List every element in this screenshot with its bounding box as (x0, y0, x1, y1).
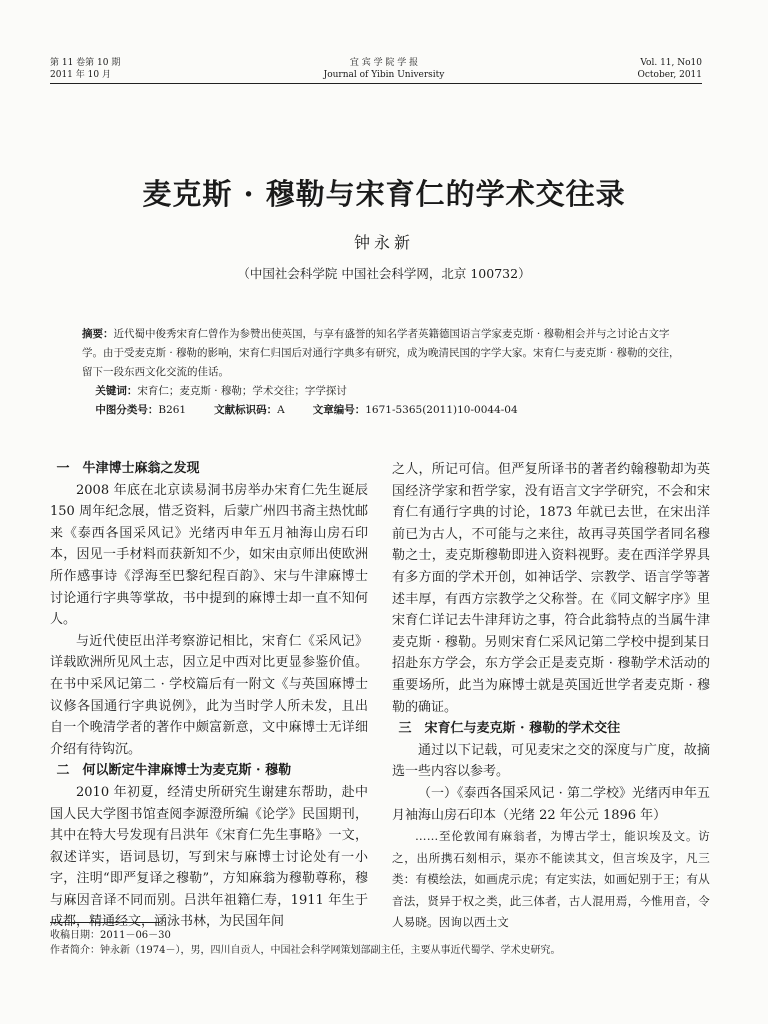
journal-name-cn: 宜 宾 学 院 学 报 (349, 58, 419, 68)
received-date (50, 928, 710, 943)
abstract-text: 近代蜀中俊秀宋育仁曾作为参赞出使英国，与享有盛誉的知名学者英籍德国语言学家麦克斯 · 穆勒相会并与之讨论古文字学。由于受麦克斯 · 穆勒的影响，宋育仁归国后对通行字典多有研究，成为晚清民国的字学大家。宋育仁与麦克斯 · 穆勒的交往，留下一段东西文化交流的佳话。 (82, 328, 680, 378)
section-3-quotation: ……至伦敦闻有麻翁者，为博古学士，能识埃及文。访之，出所携石刻相示，渠亦不能读其文，但言埃及字，凡三类：有模绘法，如画虎示虎；有定实法，如画妃别于王；有从音法，贤异于权之类，此三体者，古人混用焉，今惟用音，令人易晓。因询以西土文 (392, 829, 710, 930)
doc-code-label: 文献标识码： (214, 404, 278, 416)
section-2-paragraph-1: 2010 年初夏，经清史所研究生谢建东帮助，赴中国人民大学图书馆查阅李源澄所编《论学》民国期刊，其中在特大号发现有吕洪年《宋育仁先生事略》一文，叙述详实，语词恳切，写到宋与麻博士讨论处有一小字，注明“即严复译之穆勒”，方知麻翁为穆勒尊称，穆与麻因音译不同而别。吕洪年祖籍仁寿，1911 年生于成都，精通经文，涵泳书林，为民国年间 (50, 784, 368, 930)
footnote-rule (50, 922, 160, 923)
received-value: 2011－06－30 (100, 930, 171, 941)
section-1-paragraph-1: 2008 年底在北京读易洞书房举办宋育仁先生诞辰 150 周年纪念展，惜乏资料，后蒙广州四书斋主热忱邮来《泰西各国采风记》光绪丙申年五月袖海山房石印本，因见一手材料而获新知不少，如宋由京师出使欧洲所作感事诗《浮海至巴黎纪程百韵》、宋与牛津麻博士讨论通行字典等掌故，书中提到的麻博士却一直不知何人。 (50, 482, 368, 628)
body-column-left (50, 458, 368, 933)
section-1-title: 一 牛津博士麻翁之发现 (56, 461, 200, 476)
issue-volume: 第 11 卷第 10 期 (50, 58, 121, 68)
section-1-paragraph-2: 与近代使臣出洋考察游记相比，宋育仁《采风记》详载欧洲所见风土志，因立足中西对比更显参鉴价值。在书中采风记第二 · 学校篇后有一附文《与英国麻博士议修各国通行字典说例》，此为当时学人所未发，且出自一个晚清学者的著作中颇富新意，文中麻博士无详细介绍有待钩沉。 (50, 633, 368, 757)
keywords (82, 382, 690, 401)
author-bio (50, 943, 710, 958)
abstract (82, 325, 690, 382)
abstract-label: 摘要： (82, 328, 114, 340)
journal-name-en: Journal of Yibin University (323, 70, 445, 80)
section-3-title: 三 宋育仁与麦克斯 · 穆勒的学术交往 (398, 721, 621, 737)
issue-info-en (638, 57, 702, 81)
classification-row (82, 401, 690, 420)
section-3-paragraph-1: 通过以下记载，可见麦宋之交的深度与广度，故摘选一些内容以参考。 (392, 742, 710, 780)
section-3-paragraph-2: （一）《泰西各国采风记 · 第二学校》光绪丙申年五月袖海山房石印本（光绪 22 年公元 1896 年） (392, 785, 710, 823)
keywords-text: 宋育仁；麦克斯 · 穆勒；学术交往；字学探讨 (137, 385, 347, 397)
received-label: 收稿日期： (50, 930, 100, 941)
running-header (0, 57, 768, 85)
cls-label: 中图分类号： (95, 404, 159, 416)
section-2-title: 二 何以断定牛津麻博士为麦克斯 · 穆勒 (56, 763, 292, 779)
author-affiliation: （中国社会科学院 中国社会科学网，北京 100732） (237, 266, 531, 281)
issue-date: 2011 年 10 月 (50, 70, 111, 80)
header-rule (50, 83, 702, 84)
date-en: October, 2011 (637, 70, 702, 80)
article-title: 麦克斯 · 穆勒与宋育仁的学术交往录 (142, 177, 626, 211)
footnote (50, 928, 710, 958)
author-bio-text: 钟永新（1974－），男，四川自贡人，中国社会科学网策划部副主任，主要从事近代蜀学、学术史研究。 (100, 945, 561, 956)
author-bio-label: 作者简介： (50, 945, 100, 956)
article-id-label: 文章编号： (312, 404, 366, 416)
section-2-paragraph-1-continued: 之人，所记可信。但严复所译书的著者约翰穆勒却为英国经济学家和哲学家，没有语言文字学研究，不会和宋育仁有通行字典的讨论，1873 年就已去世，在宋出洋前已为古人，不可能与之来往，故再寻英国学者同名穆勒之士，麦克斯穆勒即进入资料视野。麦在西洋学界具有多方面的学术开创，如神话学、宗教学、语言学等著述丰厚，有西方宗教学之父称誉。在《同文解字序》里宋育仁详记去牛津拜访之事，符合此翁特点的当属牛津麦克斯 · 穆勒。另则宋育仁采风记第二学校中提到某日招赴东方学会，东方学会正是麦克斯 · 穆勒学术活动的重要场所，此当为麻博士就是英国近世学者麦克斯 · 穆勒的确证。 (392, 462, 710, 715)
abstract-block (82, 325, 690, 420)
doc-code-value: A (277, 404, 285, 416)
article-author: 钟永新 (353, 233, 414, 252)
volume-en: Vol. 11, No10 (640, 58, 702, 68)
keywords-label: 关键词： (95, 385, 138, 397)
cls-value: B261 (158, 404, 187, 416)
body-column-right (392, 459, 710, 934)
article-id-value: 1671-5365(2011)10-0044-04 (365, 404, 518, 416)
